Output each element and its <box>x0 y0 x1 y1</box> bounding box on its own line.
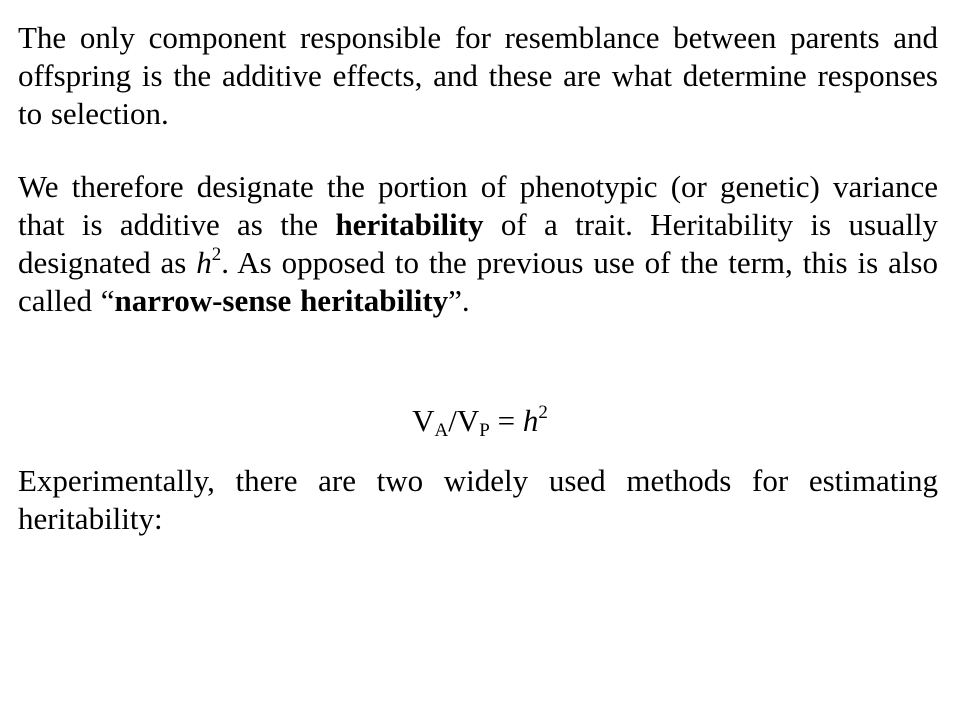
heritability-text-4: ”. <box>448 283 470 318</box>
heritability-formula <box>0 402 960 440</box>
formula-slash: / <box>448 403 457 438</box>
formula-vp-subscript: P <box>479 420 490 441</box>
formula-h-exponent: 2 <box>538 402 548 423</box>
heritability-text-2: of a trait. Heritability is usually designated as <box>18 207 938 280</box>
paragraph-resemblance: The only component responsible for resemblance between parents and offspring is the additive effects, and these are what determine responses to selection. <box>18 20 938 131</box>
formula-vp-base: V <box>456 403 480 438</box>
formula-h-symbol: h <box>522 403 539 438</box>
h-squared-symbol: h <box>196 245 212 280</box>
formula-equals: = <box>489 403 523 438</box>
heritability-text-1: We therefore designate the portion of phenotypic (or genetic) variance that is additive as the <box>18 169 938 242</box>
paragraph-heritability-definition <box>18 168 938 320</box>
paragraph-methods: Experimentally, there are two widely used methods for estimating heritability: <box>18 463 938 536</box>
narrow-sense-term: narrow-sense heritability <box>114 283 449 318</box>
h-squared-exponent: 2 <box>211 244 222 265</box>
formula-va-base: V <box>412 403 435 438</box>
heritability-text-3: . As opposed to the previous use of the term, this is also called “ <box>18 245 938 318</box>
formula-va-subscript: A <box>434 420 449 441</box>
heritability-term: heritability <box>335 207 484 242</box>
